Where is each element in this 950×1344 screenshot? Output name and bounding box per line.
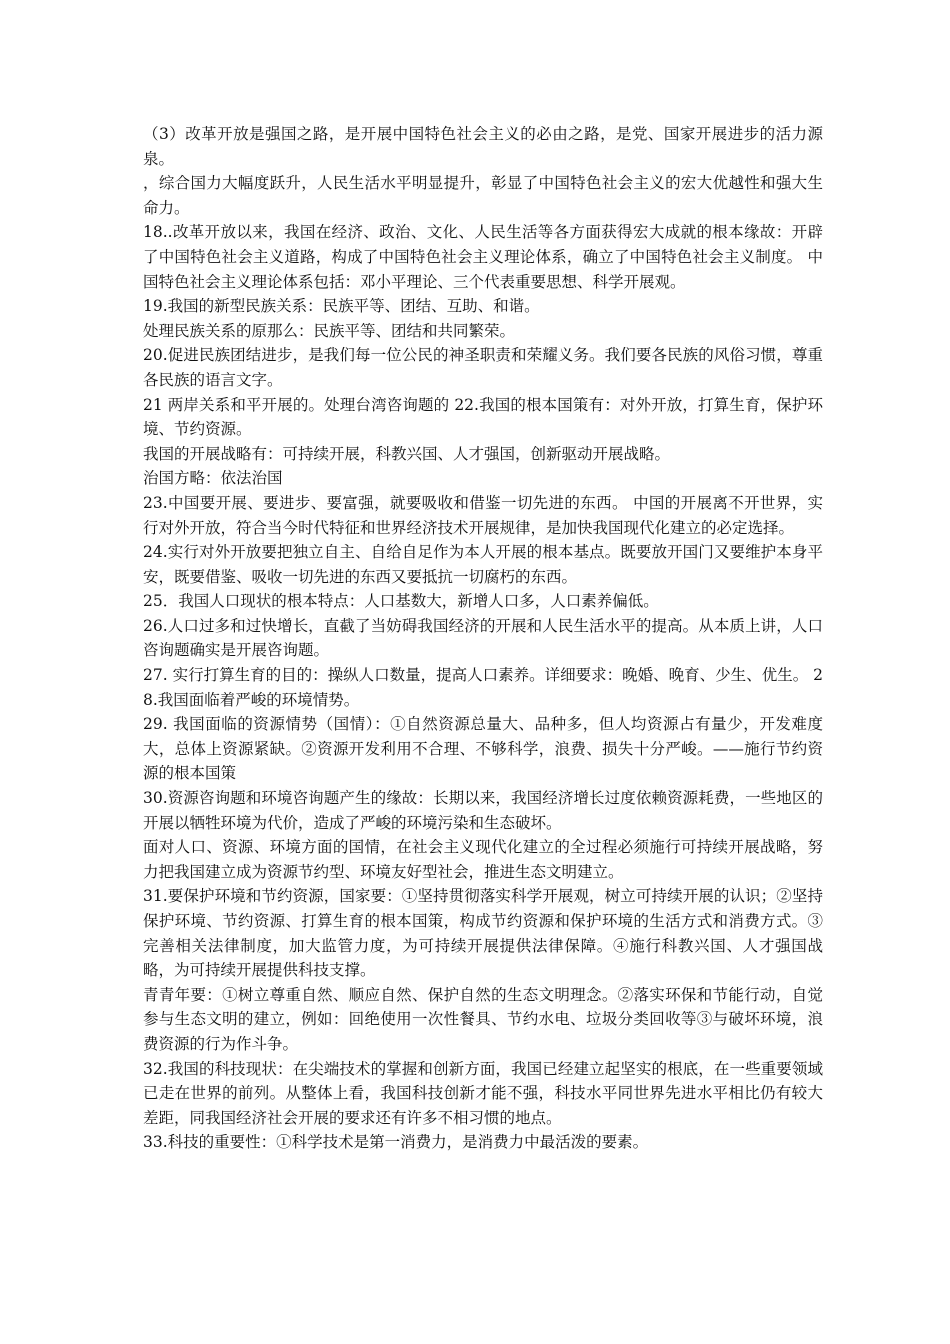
- paragraph-31: 31.要保护环境和节约资源，国家要：①坚持贯彻落实科学开展观，树立可持续开展的认识；②坚持保护环境、节约资源、打算生育的根本国策，构成节约资源和保护环境的生活方式和消费方式。③完善相关法律制度，加大监管力度，为可持续开展提供法律保障。④施行科教兴国、人才强国战略，为可持续开展提供科技支撑。: [143, 887, 823, 980]
- paragraph-20: 20.促进民族团结进步，是我们每一位公民的神圣职责和荣耀义务。我们要各民族的风俗习惯，尊重各民族的语言文字。: [143, 346, 823, 389]
- paragraph-21-22: 21 两岸关系和平开展的。处理台湾咨询题的 22.我国的根本国策有：对外开放，打算生育，保护环境、节约资源。: [143, 395, 823, 439]
- paragraph-development-strategy: 我国的开展战略有：可持续开展，科教兴国、人才强国，创新驱动开展战略。: [143, 444, 671, 463]
- paragraph-19: 19.我国的新型民族关系：民族平等、团结、互助、和谐。: [143, 297, 540, 316]
- paragraph-24: 24.实行对外开放要把独立自主、自给自足作为本人开展的根本基点。既要放开国门又要维护本身平安，既要借鉴、吸收一切先进的东西又要抵抗一切腐朽的东西。: [143, 543, 823, 586]
- paragraph-27-28: 27. 实行打算生育的目的：操纵人口数量，提高人口素养。详细要求：晚婚、晚育、少生、优生。 28.我国面临着严峻的环境情势。: [143, 666, 823, 709]
- paragraph-30: 30.资源咨询题和环境咨询题产生的缘故：长期以来，我国经济增长过度依赖资源耗费，一些地区的开展以牺牲环境为代价，造成了严峻的环境污染和生态破坏。: [143, 789, 823, 832]
- paragraph-rule-of-law: 治国方略：依法治国: [143, 469, 283, 488]
- paragraph-26: 26.人口过多和过快增长，直截了当妨碍我国经济的开展和人民生活水平的提高。从本质上讲，人口咨询题确实是开展咨询题。: [143, 616, 823, 660]
- paragraph-18: 18..改革开放以来，我国在经济、政治、文化、人民生活等各方面获得宏大成就的根本缘故：开辟了中国特色社会主义道路，构成了中国特色社会主义理论体系，确立了中国特色社会主义制度。 中国特色社会主义理论体系包括：邓小平理论、三个代表重要思想、科学开展观。: [143, 223, 823, 291]
- paragraph-youth-actions: 青青年要：①树立尊重自然、顺应自然、保护自然的生态文明理念。②落实环保和节能行动，自觉参与生态文明的建立，例如：回绝使用一次性餐具、节约水电、垃圾分类回收等③与破坏环境，浪费资源的行为作斗争。: [143, 985, 823, 1053]
- paragraph-25: 25．我国人口现状的根本特点：人口基数大，新增人口多，人口素养偏低。: [143, 592, 659, 611]
- paragraph-sustainable-development: 面对人口、资源、环境方面的国情，在社会主义现代化建立的全过程必须施行可持续开展战略，努力把我国建立成为资源节约型、环境友好型社会，推进生态文明建立。: [143, 838, 823, 881]
- paragraph-reform-opening: （3）改革开放是强国之路，是开展中国特色社会主义的必由之路，是党、国家开展进步的活力源泉。: [143, 125, 823, 168]
- paragraph-32: 32.我国的科技现状：在尖端技术的掌握和创新方面，我国已经建立起坚实的根底，在一些重要领域已走在世界的前列。从整体上看，我国科技创新才能不强，科技水平同世界先进水平相比仍有较大差距，同我国经济社会开展的要求还有许多不相习惯的地点。: [143, 1059, 823, 1127]
- paragraph-national-strength: ，综合国力大幅度跃升，人民生活水平明显提升，彰显了中国特色社会主义的宏大优越性和强大生命力。: [143, 174, 823, 217]
- paragraph-33: 33.科技的重要性：①科学技术是第一消费力，是消费力中最活泼的要素。: [143, 1133, 649, 1152]
- document-body: [143, 122, 823, 1155]
- paragraph-29: 29. 我国面临的资源情势（国情）：①自然资源总量大、品种多，但人均资源占有量少，开发难度大，总体上资源紧缺。②资源开发利用不合理、不够科学，浪费、损失十分严峻。——施行节约资源的根本国策: [143, 715, 823, 783]
- paragraph-ethnic-principle: 处理民族关系的原那么：民族平等、团结和共同繁荣。: [143, 321, 516, 340]
- paragraph-23: 23.中国要开展、要进步、要富强，就要吸收和借鉴一切先进的东西。 中国的开展离不开世界，实行对外开放，符合当今时代特征和世界经济技术开展规律，是加快我国现代化建立的必定选择。: [143, 493, 823, 537]
